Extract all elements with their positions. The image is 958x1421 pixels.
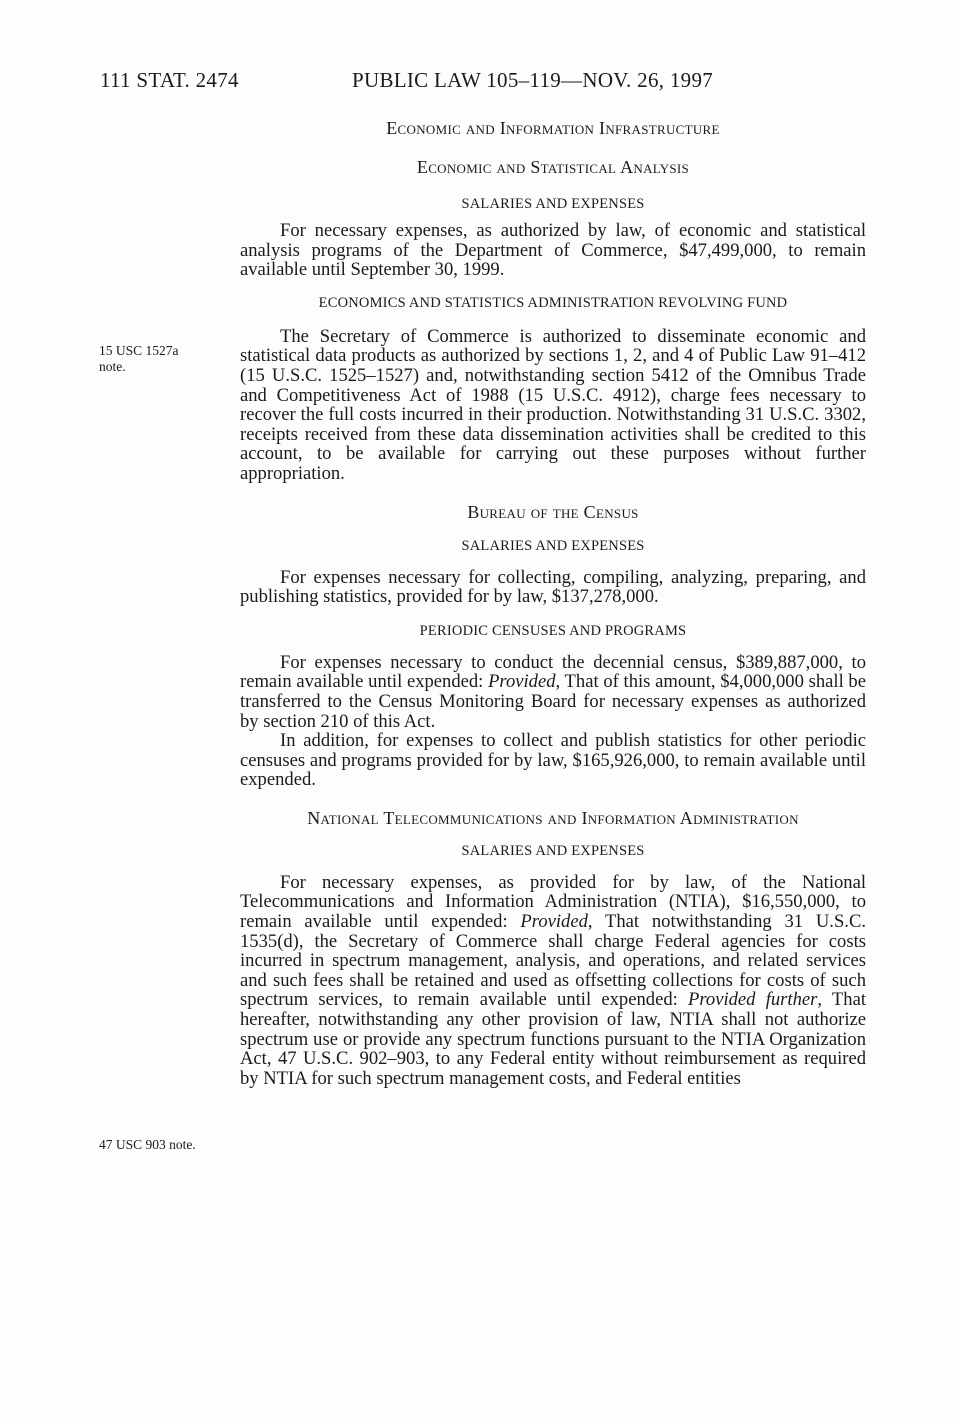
margin-note-usc-903: 47 USC 903 note. (99, 1137, 196, 1152)
subheading-salaries-ntia: SALARIES AND EXPENSES (461, 842, 645, 859)
italic-provided-further: Provided further (688, 989, 818, 1011)
paragraph-revolving-fund: The Secretary of Commerce is authorized to disseminate economic and statistical data products as authorized by sections 1, 2, and 4 of Public Law 91–412 (15 U.S.C. 1525–1527) and, notwithstanding section 5412 of the Omnibus Trade and Competitiveness Act of 1988 (15 U.S.C. 4912), charge fees necessary to recover the full costs incurred in their production. Notwithstanding 31 U.S.C. 3302, receipts received from these data dissemination activities shall be credited to this account, to be available for carrying out these purposes without further appropriation. (240, 325, 866, 484)
section-title-infrastructure: Economic and Information Infrastructure (386, 118, 720, 138)
section-title-census: Bureau of the Census (467, 501, 639, 522)
margin-note-line: 15 USC 1527a (99, 343, 179, 358)
paragraph-ntia (240, 873, 866, 1089)
paragraph-census: For expenses necessary for collecting, compiling, analyzing, preparing, and publishing statistics, provided for by law, $137,278,000. (240, 566, 866, 608)
section-title-esa: Economic and Statistical Analysis (416, 157, 690, 177)
law-reference: PUBLIC LAW 105–119—NOV. 26, 1997 (352, 68, 714, 92)
text-run: , That of this amount, $4,000,000 shall be transferred to the Census Monitoring Board for necessary expenses as authorized by section 210 of this Act. (240, 671, 866, 732)
document-body (240, 112, 866, 1088)
subheading-salaries-esa: SALARIES AND EXPENSES (461, 196, 645, 212)
paragraph-periodic-additional: In addition, for expenses to collect and publish statistics for other periodic censuses and programs provided for by law, $165,926,000, to remain available until expended. (240, 730, 866, 791)
subheading-revolving-fund: ECONOMICS AND STATISTICS ADMINISTRATION REVOLVING FUND (318, 294, 788, 311)
italic-provided: Provided (488, 671, 556, 693)
margin-note-line: note. (99, 359, 126, 374)
section-title-ntia: National Telecommunications and Information Administration (307, 807, 799, 828)
text-run: For necessary expenses, as provided for by law, of the National Telecommunications and Information Administration (NTIA), $16,550,000, to remain available until expended: (240, 871, 866, 933)
margin-note-usc-1527a (99, 343, 179, 375)
subheading-salaries-census: SALARIES AND EXPENSES (461, 537, 645, 554)
italic-provided: Provided (520, 911, 588, 933)
text-run: For expenses necessary to conduct the decennial census, $389,887,000, to remain available until expended: (240, 651, 866, 693)
paragraph-esa: For necessary expenses, as authorized by law, of economic and statistical analysis programs of the Department of Commerce, $47,499,000, to remain available until September 30, 1999. (240, 220, 866, 281)
text-run: , That notwithstanding 31 U.S.C. 1535(d), the Secretary of Commerce shall charge Federal agencies for costs incurred in spectrum management, analysis, and operations, and related services and such fees shall be retained and used as offsetting collections for costs of such spectrum services, to remain available until expended: (240, 911, 866, 1011)
text-run: , That hereafter, notwithstanding any other provision of law, NTIA shall not authorize spectrum use or provide any spectrum functions pursuant to the NTIA Organization Act, 47 U.S.C. 902–903, to any Federal entity without reimbursement as required by NTIA for such spectrum management costs, and Federal entities (240, 989, 866, 1089)
subheading-periodic-censuses: PERIODIC CENSUSES AND PROGRAMS (419, 622, 687, 639)
page-reference: 111 STAT. 2474 (100, 68, 239, 92)
paragraph-periodic-censuses (240, 653, 866, 731)
